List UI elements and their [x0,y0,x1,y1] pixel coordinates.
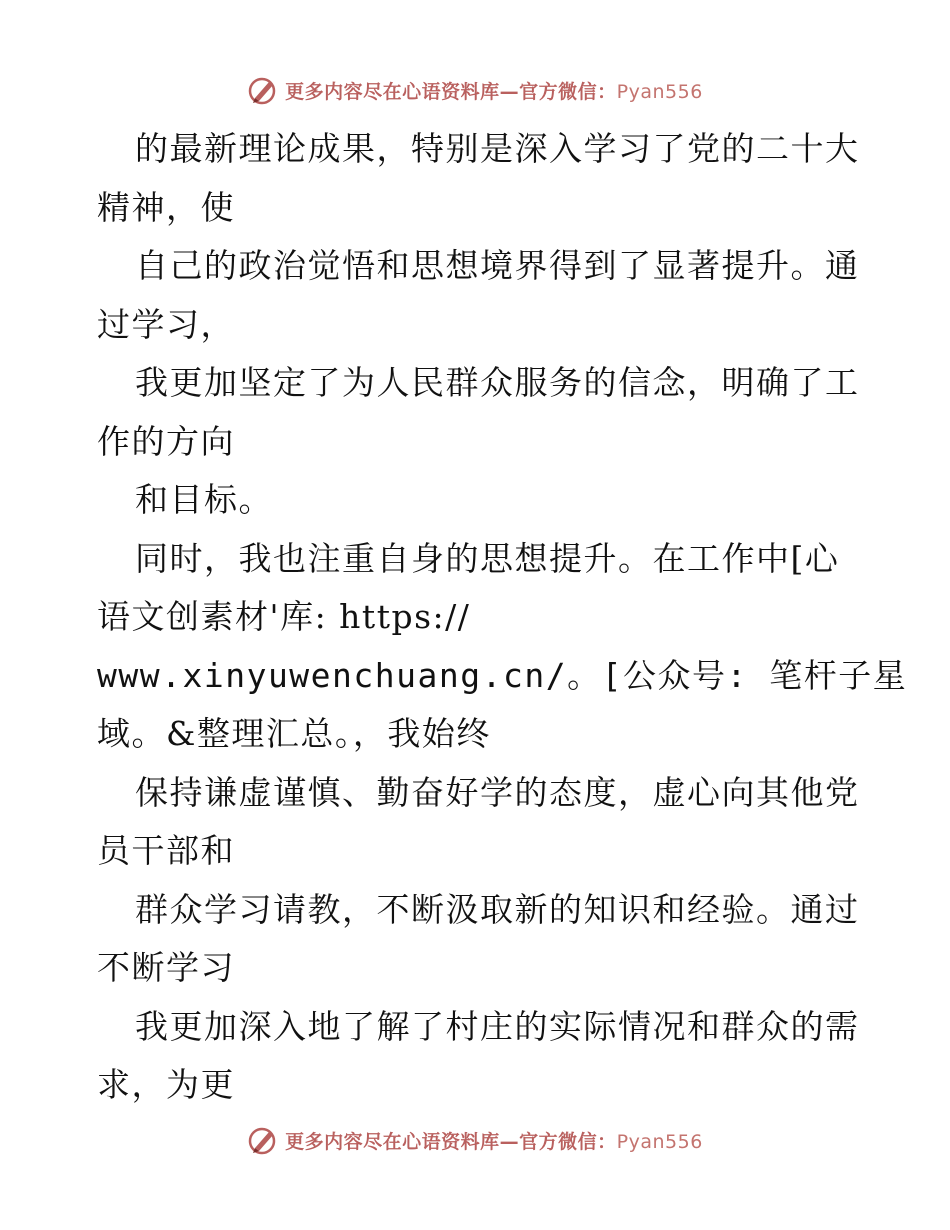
text-line: 我更加深入地了解了村庄的实际情况和群众的需 [135,1006,860,1046]
text-line: 精神，使 [97,187,235,227]
url-text-line: www.xinyuwenchuang.cn/。[公众号: 笔杆子星 [97,655,908,695]
text-line: 域。&整理汇总。，我始终 [97,714,491,753]
pen-circle-logo-icon [247,74,279,106]
text-line: 作的方向 [97,421,235,461]
document-body [97,120,908,1115]
watermark-text: 更多内容尽在心语资料库—官方微信：Pyan556 [285,1130,703,1153]
text-line: 保持谦虚谨慎、勤奋好学的态度，虚心向其他党 [135,772,860,812]
text-line: 求，为更 [97,1065,235,1104]
text-line: 和目标。 [135,480,273,519]
watermark-text: 更多内容尽在心语资料库—官方微信：Pyan556 [285,80,703,103]
text-line: 的最新理论成果，特别是深入学习了党的二十大 [135,129,860,168]
text-line: 不断学习 [97,948,235,987]
text-line: 同时，我也注重自身的思想提升。在工作中[心 [135,538,840,578]
watermark-wechat-id: Pyan556 [616,1130,703,1153]
watermark-wechat-id: Pyan556 [616,80,703,103]
text-line: 员干部和 [97,831,235,870]
text-line: 自己的政治觉悟和思想境界得到了显著提升。通 [135,246,860,285]
footer-watermark [0,1120,950,1160]
text-line: 过学习， [97,304,235,344]
text-line: 群众学习请教，不断汲取新的知识和经验。通过 [135,889,860,929]
pen-circle-logo-icon [247,1124,279,1156]
text-line: 我更加坚定了为人民群众服务的信念，明确了工 [135,363,860,402]
text-line: 语文创素材'库: https:// [97,597,471,636]
header-watermark [0,70,950,110]
